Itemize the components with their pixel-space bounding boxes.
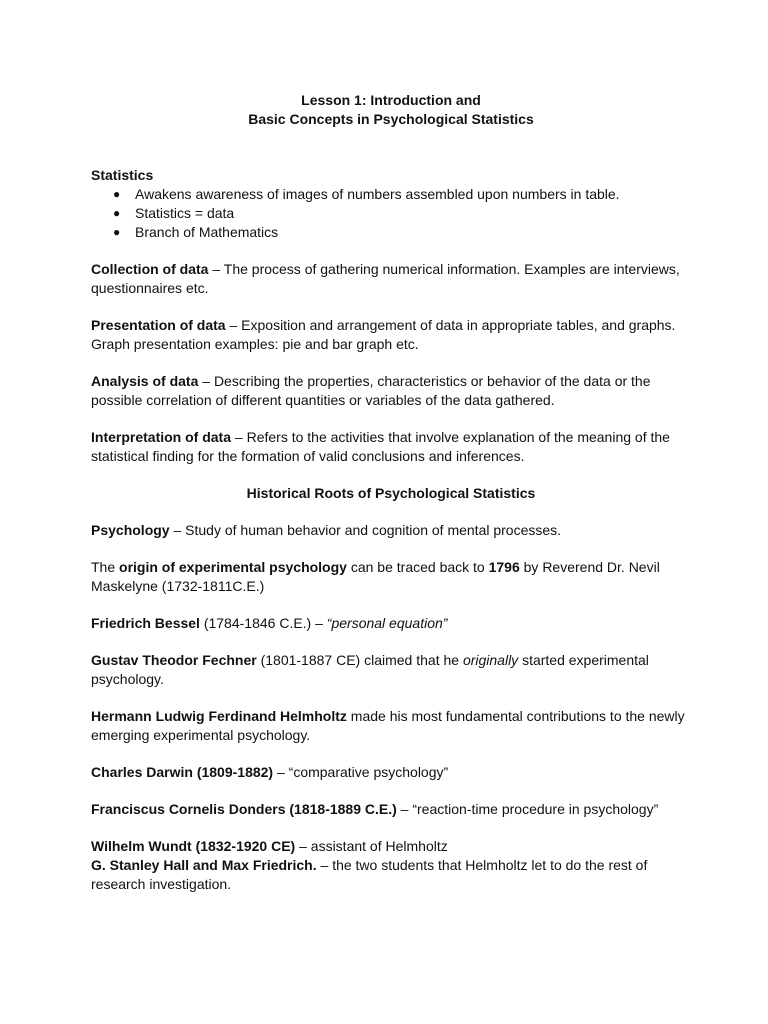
analysis-paragraph: Analysis of data – Describing the properties, characteristics or behavior of the data or the possible correlation of different quantities or variables of the data gathered. (91, 373, 651, 408)
bullet-icon: ● (113, 225, 121, 239)
hall-paragraph: G. Stanley Hall and Max Friedrich. – the two students that Helmholtz let to do the rest of research investigation. (91, 857, 648, 892)
donders-paragraph: Franciscus Cornelis Donders (1818-1889 C.E.) – “reaction-time procedure in psychology” (91, 801, 659, 817)
origin-paragraph: The origin of experimental psychology can be traced back to 1796 by Reverend Dr. Nevil Maskelyne (1732-1811C.E.) (91, 559, 660, 594)
historical-heading: Historical Roots of Psychological Statistics (246, 485, 536, 501)
psychology-paragraph: Psychology – Study of human behavior and cognition of mental processes. (91, 522, 562, 538)
bessel-paragraph: Friedrich Bessel (1784-1846 C.E.) – “personal equation” (91, 615, 448, 631)
lesson-title (91, 91, 691, 129)
wundt-paragraph: Wilhelm Wundt (1832-1920 CE) – assistant of Helmholtz (91, 838, 448, 854)
interpretation-paragraph: Interpretation of data – Refers to the activities that involve explanation of the meaning of the statistical finding for the formation of valid conclusions and inferences. (91, 429, 670, 464)
lesson-title-line1: Lesson 1: Introduction and (301, 92, 481, 108)
fechner-paragraph: Gustav Theodor Fechner (1801-1887 CE) claimed that he originally started experimental psychology. (91, 652, 649, 687)
bullet-icon: ● (113, 187, 121, 201)
statistics-bullet-list (91, 185, 691, 242)
bullet-icon: ● (113, 206, 121, 220)
helmholtz-paragraph: Hermann Ludwig Ferdinand Helmholtz made his most fundamental contributions to the newly emerging experimental psychology. (91, 708, 685, 743)
collection-paragraph: Collection of data – The process of gathering numerical information. Examples are interviews, questionnaires etc. (91, 261, 680, 296)
list-item: ● Statistics = data (113, 205, 235, 221)
statistics-heading: Statistics (91, 167, 154, 183)
darwin-paragraph: Charles Darwin (1809-1882) – “comparative psychology” (91, 764, 449, 780)
document-body (91, 91, 691, 894)
presentation-paragraph: Presentation of data – Exposition and arrangement of data in appropriate tables, and graphs. Graph presentation examples: pie and bar graph etc. (91, 317, 676, 352)
lesson-title-line2: Basic Concepts in Psychological Statistics (248, 111, 534, 127)
list-item: ● Awakens awareness of images of numbers assembled upon numbers in table. (113, 186, 620, 202)
list-item: ● Branch of Mathematics (113, 224, 279, 240)
